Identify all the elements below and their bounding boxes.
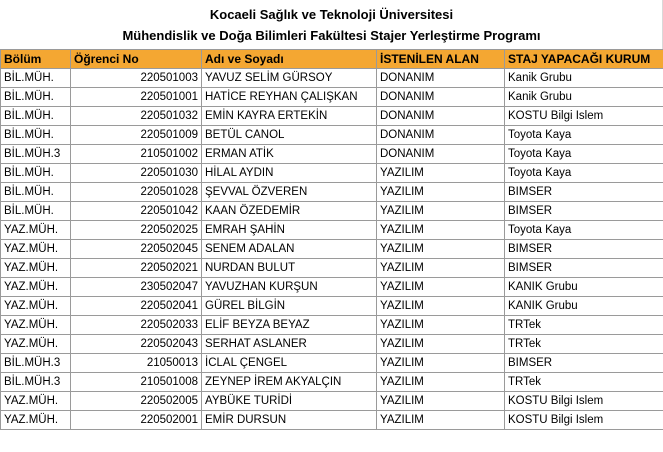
table-row bbox=[1, 240, 663, 259]
cell-name[interactable]: ERMAN ATİK bbox=[202, 145, 377, 164]
cell-institution[interactable]: BIMSER bbox=[505, 240, 663, 259]
cell-institution[interactable]: BIMSER bbox=[505, 202, 663, 221]
cell-requested-field[interactable]: YAZILIM bbox=[377, 335, 505, 354]
cell-student-no[interactable]: 220502001 bbox=[71, 411, 202, 430]
cell-student-no[interactable]: 220502045 bbox=[71, 240, 202, 259]
cell-requested-field[interactable]: YAZILIM bbox=[377, 316, 505, 335]
cell-department[interactable]: YAZ.MÜH. bbox=[1, 259, 71, 278]
cell-requested-field[interactable]: YAZILIM bbox=[377, 164, 505, 183]
table-row bbox=[1, 392, 663, 411]
cell-department[interactable]: YAZ.MÜH. bbox=[1, 278, 71, 297]
cell-institution[interactable]: KANIK Grubu bbox=[505, 278, 663, 297]
cell-student-no[interactable]: 220501042 bbox=[71, 202, 202, 221]
cell-department[interactable]: BİL.MÜH. bbox=[1, 69, 71, 88]
cell-department[interactable]: BİL.MÜH. bbox=[1, 202, 71, 221]
cell-department[interactable]: BİL.MÜH. bbox=[1, 164, 71, 183]
cell-name[interactable]: GÜREL BİLGİN bbox=[202, 297, 377, 316]
cell-department[interactable]: BİL.MÜH.3 bbox=[1, 145, 71, 164]
cell-requested-field[interactable]: YAZILIM bbox=[377, 240, 505, 259]
cell-department[interactable]: BİL.MÜH. bbox=[1, 126, 71, 145]
cell-department[interactable]: BİL.MÜH. bbox=[1, 107, 71, 126]
cell-requested-field[interactable]: DONANIM bbox=[377, 69, 505, 88]
cell-requested-field[interactable]: YAZILIM bbox=[377, 411, 505, 430]
cell-student-no[interactable]: 220501001 bbox=[71, 88, 202, 107]
table-row bbox=[1, 183, 663, 202]
cell-name[interactable]: AYBÜKE TURİDİ bbox=[202, 392, 377, 411]
cell-department[interactable]: YAZ.MÜH. bbox=[1, 392, 71, 411]
header-student-no[interactable]: Öğrenci No bbox=[71, 50, 202, 69]
table-row bbox=[1, 164, 663, 183]
cell-student-no[interactable]: 210501002 bbox=[71, 145, 202, 164]
cell-name[interactable]: EMRAH ŞAHİN bbox=[202, 221, 377, 240]
cell-institution[interactable]: Toyota Kaya bbox=[505, 221, 663, 240]
table-row bbox=[1, 411, 663, 430]
cell-requested-field[interactable]: YAZILIM bbox=[377, 183, 505, 202]
cell-name[interactable]: BETÜL CANOL bbox=[202, 126, 377, 145]
cell-institution[interactable]: Kanik Grubu bbox=[505, 88, 663, 107]
cell-student-no[interactable]: 220501009 bbox=[71, 126, 202, 145]
cell-department[interactable]: YAZ.MÜH. bbox=[1, 335, 71, 354]
cell-student-no[interactable]: 210501008 bbox=[71, 373, 202, 392]
cell-name[interactable]: EMİN KAYRA ERTEKİN bbox=[202, 107, 377, 126]
table-row bbox=[1, 316, 663, 335]
table-row bbox=[1, 107, 663, 126]
table-row bbox=[1, 278, 663, 297]
cell-student-no[interactable]: 220501032 bbox=[71, 107, 202, 126]
header-name[interactable]: Adı ve Soyadı bbox=[202, 50, 377, 69]
cell-requested-field[interactable]: YAZILIM bbox=[377, 278, 505, 297]
cell-department[interactable]: BİL.MÜH.3 bbox=[1, 373, 71, 392]
cell-name[interactable]: NURDAN BULUT bbox=[202, 259, 377, 278]
cell-name[interactable]: KAAN ÖZEDEMİR bbox=[202, 202, 377, 221]
cell-name[interactable]: SENEM ADALAN bbox=[202, 240, 377, 259]
cell-requested-field[interactable]: YAZILIM bbox=[377, 259, 505, 278]
table-row bbox=[1, 145, 663, 164]
cell-name[interactable]: İCLAL ÇENGEL bbox=[202, 354, 377, 373]
cell-name[interactable]: SERHAT ASLANER bbox=[202, 335, 377, 354]
cell-institution[interactable]: BIMSER bbox=[505, 259, 663, 278]
cell-requested-field[interactable]: YAZILIM bbox=[377, 373, 505, 392]
table-row bbox=[1, 202, 663, 221]
cell-institution[interactable]: Toyota Kaya bbox=[505, 126, 663, 145]
cell-institution[interactable]: Toyota Kaya bbox=[505, 164, 663, 183]
cell-requested-field[interactable]: YAZILIM bbox=[377, 297, 505, 316]
cell-department[interactable]: YAZ.MÜH. bbox=[1, 411, 71, 430]
cell-student-no[interactable]: 21050013 bbox=[71, 354, 202, 373]
table-row bbox=[1, 221, 663, 240]
cell-requested-field[interactable]: YAZILIM bbox=[377, 354, 505, 373]
cell-student-no[interactable]: 220502025 bbox=[71, 221, 202, 240]
cell-requested-field[interactable]: YAZILIM bbox=[377, 221, 505, 240]
table-row bbox=[1, 297, 663, 316]
cell-student-no[interactable]: 220501030 bbox=[71, 164, 202, 183]
cell-department[interactable]: BİL.MÜH. bbox=[1, 183, 71, 202]
cell-student-no[interactable]: 220501028 bbox=[71, 183, 202, 202]
cell-department[interactable]: YAZ.MÜH. bbox=[1, 297, 71, 316]
cell-institution[interactable]: BIMSER bbox=[505, 183, 663, 202]
placement-table bbox=[0, 49, 663, 430]
header-department[interactable]: Bölüm bbox=[1, 50, 71, 69]
title-area bbox=[0, 0, 663, 49]
table-row bbox=[1, 259, 663, 278]
cell-student-no[interactable]: 220502041 bbox=[71, 297, 202, 316]
cell-name[interactable]: HATİCE REYHAN ÇALIŞKAN bbox=[202, 88, 377, 107]
cell-institution[interactable]: KOSTU Bilgi Islem bbox=[505, 411, 663, 430]
cell-student-no[interactable]: 220502043 bbox=[71, 335, 202, 354]
cell-requested-field[interactable]: DONANIM bbox=[377, 88, 505, 107]
table-row bbox=[1, 335, 663, 354]
program-title: Mühendislik ve Doğa Bilimleri Fakültesi Stajer Yerleştirme Programı bbox=[122, 28, 541, 43]
table-row bbox=[1, 126, 663, 145]
cell-institution[interactable]: BIMSER bbox=[505, 354, 663, 373]
cell-student-no[interactable]: 230502047 bbox=[71, 278, 202, 297]
cell-institution[interactable]: TRTek bbox=[505, 373, 663, 392]
university-title: Kocaeli Sağlık ve Teknoloji Üniversitesi bbox=[209, 7, 454, 22]
cell-requested-field[interactable]: DONANIM bbox=[377, 126, 505, 145]
cell-name[interactable]: ZEYNEP İREM AKYALÇIN bbox=[202, 373, 377, 392]
cell-institution[interactable]: KOSTU Bilgi Islem bbox=[505, 107, 663, 126]
cell-department[interactable]: BİL.MÜH. bbox=[1, 88, 71, 107]
cell-requested-field[interactable]: YAZILIM bbox=[377, 392, 505, 411]
cell-institution[interactable]: Kanik Grubu bbox=[505, 69, 663, 88]
cell-requested-field[interactable]: DONANIM bbox=[377, 107, 505, 126]
header-requested-field[interactable]: İSTENİLEN ALAN bbox=[377, 50, 505, 69]
cell-requested-field[interactable]: DONANIM bbox=[377, 145, 505, 164]
cell-institution[interactable]: KOSTU Bilgi Islem bbox=[505, 392, 663, 411]
cell-student-no[interactable]: 220501003 bbox=[71, 69, 202, 88]
cell-institution[interactable]: TRTek bbox=[505, 316, 663, 335]
cell-student-no[interactable]: 220502005 bbox=[71, 392, 202, 411]
table-row bbox=[1, 69, 663, 88]
cell-department[interactable]: YAZ.MÜH. bbox=[1, 221, 71, 240]
header-institution[interactable]: STAJ YAPACAĞI KURUM bbox=[505, 50, 663, 69]
cell-requested-field[interactable]: YAZILIM bbox=[377, 202, 505, 221]
cell-student-no[interactable]: 220502033 bbox=[71, 316, 202, 335]
header-row bbox=[1, 50, 663, 69]
cell-department[interactable]: YAZ.MÜH. bbox=[1, 240, 71, 259]
cell-name[interactable]: ELİF BEYZA BEYAZ bbox=[202, 316, 377, 335]
cell-name[interactable]: EMİR DURSUN bbox=[202, 411, 377, 430]
table-row bbox=[1, 354, 663, 373]
cell-institution[interactable]: TRTek bbox=[505, 335, 663, 354]
cell-department[interactable]: YAZ.MÜH. bbox=[1, 316, 71, 335]
table-row bbox=[1, 373, 663, 392]
cell-name[interactable]: ŞEVVAL ÖZVEREN bbox=[202, 183, 377, 202]
cell-institution[interactable]: Toyota Kaya bbox=[505, 145, 663, 164]
cell-department[interactable]: BİL.MÜH.3 bbox=[1, 354, 71, 373]
cell-name[interactable]: HİLAL AYDIN bbox=[202, 164, 377, 183]
cell-student-no[interactable]: 220502021 bbox=[71, 259, 202, 278]
cell-name[interactable]: YAVUZHAN KURŞUN bbox=[202, 278, 377, 297]
table-row bbox=[1, 88, 663, 107]
cell-institution[interactable]: KANIK Grubu bbox=[505, 297, 663, 316]
cell-name[interactable]: YAVUZ SELİM GÜRSOY bbox=[202, 69, 377, 88]
